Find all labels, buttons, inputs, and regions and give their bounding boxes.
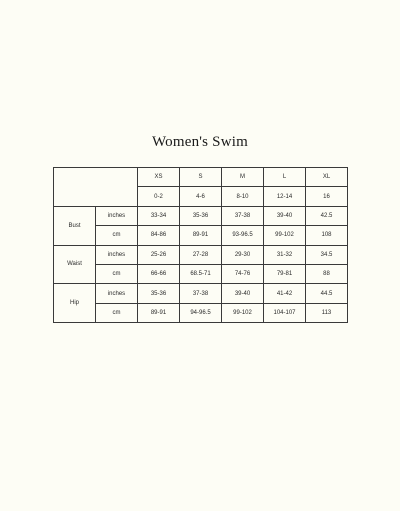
- size-header-cell: XS: [138, 168, 180, 187]
- size-chart-table: [53, 167, 348, 323]
- measurement-label-hip: Hip: [54, 284, 96, 323]
- size-header-cell: XL: [306, 168, 348, 187]
- value-cell: 42.5: [306, 206, 348, 225]
- hip-inches-row: [54, 284, 348, 303]
- value-cell: 25-26: [138, 245, 180, 264]
- value-cell: 113: [306, 303, 348, 322]
- value-cell: 39-40: [222, 284, 264, 303]
- bust-inches-row: [54, 206, 348, 225]
- value-cell: 37-38: [222, 206, 264, 225]
- blank-corner-cell: [54, 168, 138, 207]
- value-cell: 29-30: [222, 245, 264, 264]
- value-cell: 74-76: [222, 264, 264, 283]
- size-header-cell: L: [264, 168, 306, 187]
- value-cell: 35-36: [138, 284, 180, 303]
- value-cell: 93-96.5: [222, 226, 264, 245]
- value-cell: 27-28: [180, 245, 222, 264]
- value-cell: 94-96.5: [180, 303, 222, 322]
- value-cell: 108: [306, 226, 348, 245]
- value-cell: 39-40: [264, 206, 306, 225]
- value-cell: 34.5: [306, 245, 348, 264]
- waist-cm-row: [54, 264, 348, 283]
- numeric-size-cell: 4-6: [180, 187, 222, 206]
- hip-cm-row: [54, 303, 348, 322]
- page-title: Women's Swim: [152, 134, 248, 150]
- value-cell: 44.5: [306, 284, 348, 303]
- measurement-label-waist: Waist: [54, 245, 96, 284]
- value-cell: 79-81: [264, 264, 306, 283]
- value-cell: 33-34: [138, 206, 180, 225]
- unit-cell: inches: [96, 284, 138, 303]
- value-cell: 89-91: [138, 303, 180, 322]
- unit-cell: cm: [96, 303, 138, 322]
- numeric-size-cell: 8-10: [222, 187, 264, 206]
- value-cell: 88: [306, 264, 348, 283]
- measurement-label-bust: Bust: [54, 206, 96, 245]
- value-cell: 68.5-71: [180, 264, 222, 283]
- value-cell: 41-42: [264, 284, 306, 303]
- value-cell: 37-38: [180, 284, 222, 303]
- size-header-cell: M: [222, 168, 264, 187]
- size-header-cell: S: [180, 168, 222, 187]
- value-cell: 99-102: [222, 303, 264, 322]
- value-cell: 99-102: [264, 226, 306, 245]
- numeric-size-cell: 0-2: [138, 187, 180, 206]
- unit-cell: cm: [96, 264, 138, 283]
- unit-cell: inches: [96, 206, 138, 225]
- value-cell: 104-107: [264, 303, 306, 322]
- waist-inches-row: [54, 245, 348, 264]
- value-cell: 66-66: [138, 264, 180, 283]
- bust-cm-row: [54, 226, 348, 245]
- value-cell: 31-32: [264, 245, 306, 264]
- unit-cell: cm: [96, 226, 138, 245]
- value-cell: 84-86: [138, 226, 180, 245]
- size-header-row: [54, 168, 348, 187]
- value-cell: 35-36: [180, 206, 222, 225]
- unit-cell: inches: [96, 245, 138, 264]
- numeric-size-cell: 16: [306, 187, 348, 206]
- value-cell: 89-91: [180, 226, 222, 245]
- numeric-size-cell: 12-14: [264, 187, 306, 206]
